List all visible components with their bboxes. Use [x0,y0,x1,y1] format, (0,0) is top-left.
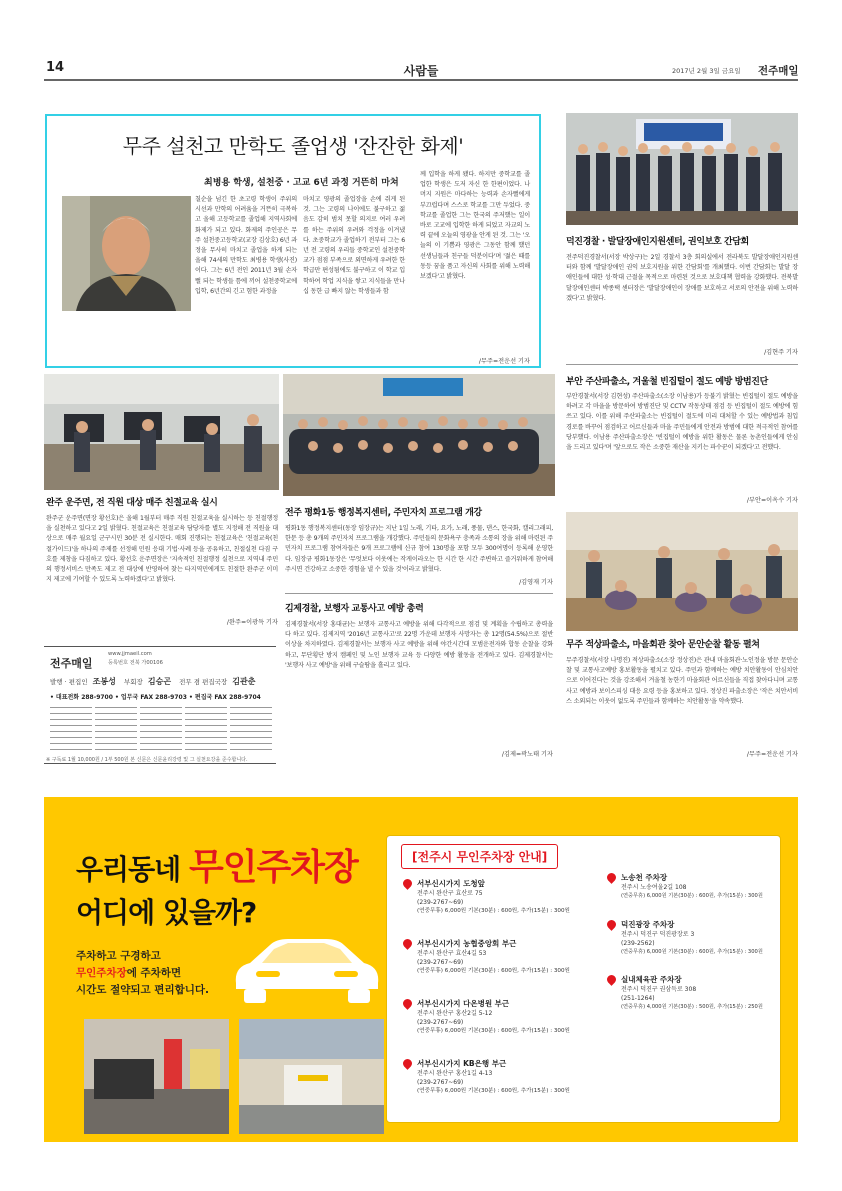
lot-tel: (239-2767~69) [417,899,464,906]
masthead-phones: • 대표전화 288-9700 • 업무국 FAX 288-9703 • 편집국 FAX 288-9704 [50,694,261,701]
art3-body: 부안경찰서(서장 김현성) 주산파출소(소장 이남용)가 등불기 밝혔는 빈집털이 절도 예방을 하려고 각 마을을 방문하여 방범진단 및 CCTV 작동상태 점검 등 빈집털이 절도 예방에 힘쓰고 있다. 이를 위해 주산파출소는 빈집털이 절도에 미리 대처할 수 있는 예방법과 침입 경로를 바꾸어 점검하고 어르신들과 마을 주민들에게 안전과 방범에 대한 적극적인 참여를 당부했다. 이남용 주산파출소장은 '빈집털이 예방을 위한 활동은 물론 농촌인들에게 안심을 드리고 있다'며 '앞으로도 작은 소중한 재산을 지키는 파수꾼이 되겠다'고 전했다. [566,393,798,452]
vp-label: 부회장 [123,678,143,686]
lot-fee: (연중무휴) 6,000원 기본(30분) : 600원, 추가(15분) : 300원 [621,949,763,955]
parking-pin-icon [605,918,618,931]
editor-name: 김관춘 [232,677,256,686]
lot-tel: (239-2767~69) [417,959,464,966]
lot-item[interactable] [403,998,608,1058]
guide-title: [전주시 무인주차장 안내] [401,844,558,869]
lot-address: 전주시 완산구 효산4길 53 [417,950,487,957]
ad-copy-3: 시간도 절약되고 편리합니다. [76,984,210,996]
art7-title: 무주 적상파출소, 마을회관 찾아 문안순찰 활동 펼쳐 [566,640,760,650]
parking-pin-icon [401,997,414,1010]
lot-name: 서부신시가지 도청앞 [417,879,485,888]
art6-byline: /김제=곽노태 기자 [501,751,553,758]
guide-left-list [403,878,608,1118]
parking-ad [44,797,798,1142]
art2-body: 전주덕진경찰서(서장 박상구)는 2일 경찰서 3층 회의실에서 전라북도 발달장애인지원센터와 함께 '발달장애인 권익 보호지원을 위한 간담회'를 개최했다. 이번 간담회는 발달 장애인들에 대한 성·학대 근절을 목적으로 마련된 것으로 보호대책 협력을 강화했다. 전북발달장애인센터 박종택 센터장은 '발달장애인이 장애를 보호하고 서로의 안전을 위해 노력하겠다'고 밝혔다. [566,254,798,302]
publisher-name: 조봉성 [92,677,116,686]
lot-fee: (연중무휴) 6,000원 기본(30분) : 600원, 추가(15분) : 300원 [417,968,570,974]
feature-byline: /무주=전운선 기자 [478,358,530,365]
lot-fee: (연중무휴) 4,000원 기본(30분) : 500원, 추가(15분) : 250원 [621,1004,763,1010]
feature-subtitle: 최병용 학생, 설천중 · 고교 6년 과정 거뜬히 마쳐 [204,178,399,188]
lot-item[interactable] [607,919,775,974]
header-rule [44,79,798,81]
lot-fee: (연중무휴) 6,000원 기본(30분) : 600원, 추가(15분) : 300원 [417,1028,570,1034]
lot-tel: (239-2562) [621,940,655,947]
art5-byline: /김영재 기자 [519,579,553,586]
lot-address: 전주시 완산구 홍산2길 5-12 [417,1010,493,1017]
guide-right-list [607,872,775,1029]
vp-name: 김승곤 [147,677,172,686]
ad-headline-1b: 무인주차장 [188,847,358,888]
lot-item[interactable] [403,1058,608,1118]
art6-title: 김제경찰, 보행자 교통사고 예방 총력 [285,604,424,614]
parking-pin-icon [605,973,618,986]
lot-address: 전주시 덕진구 권삼득로 308 [621,986,697,993]
parking-pin-icon [401,877,414,890]
page-number: 14 [46,60,65,75]
masthead-directory [50,707,272,753]
art3-title: 부안 주산파출소, 겨울철 빈집털이 절도 예방 방범진단 [566,377,768,387]
art5-body: 평화1동 행정복지센터(동장 임장규)는 지난 1일 노래, 기타, 요가, 노래, 풍물, 댄스, 한국화, 캘리그래피, 한문 등 총 9개의 주민자치 프로그램을 개강했다. 주민들의 문화욕구 충족과 소통의 장을 위해 마련된 주민자치 프로그램 참여자들은 9개 프로그램에 신규 참여 130명을 포함 모두 300여명이 등록해 운영한다. 임장규 평화1동장은 '무엇보다 이웃에는 작게이라오는 한 시간 한 시간 주변하고 즐거워하게 참여해주시면 건강하고 소중한 경험을 낼 수 있을 것'이라고 밝혔다. [285,525,553,573]
lot-address: 전주시 완산구 효산로 75 [417,890,483,897]
lot-fee: (연중무휴) 6,000원 기본(30분) : 600원, 추가(15분) : 300원 [621,893,763,899]
lot-name: 덕진광장 주차장 [621,920,675,929]
masthead-staff [50,676,255,687]
ad-copy-1: 주차하고 구경하고 [76,950,161,962]
lot-item[interactable] [403,938,608,998]
ad-headline-1a: 우리동네 [76,853,189,886]
art6-body: 김제경찰서(서장 홍대균)는 보행자 교통사고 예방을 위해 다각적으로 점검 및 계획을 수립하고 총력을 다 하고 있다. 김제지역 '2016년 교통사고'로 22명 가운데 보행자 사망자는 총 12명(54.5%)으로 절반 이상을 차지하였다. 김제경찰서는 보행자 사고 예방을 위해 야간시간대 모범운전자와 합동 순찰을 강화하고, 무단횡단 방지 캠페인 및 노인 보행자 교육 등 다양한 예방 활동을 전개하고 있다. 김제경찰서는 '보행자 사고 예방'을 위해 구슬땀을 흘리고 있다. [285,621,553,669]
art2-byline: /김현주 기자 [764,349,798,356]
paper-name: 전주매일 [758,65,799,77]
lot-item[interactable] [607,974,775,1029]
art3-byline: /부안=이옥수 기자 [746,497,798,504]
portrait-photo [62,196,191,311]
parking-pin-icon [401,937,414,950]
lot-fee: (연중무휴) 6,000원 기본(30분) : 600원, 추가(15분) : 300원 [417,908,570,914]
ad-headline-1 [76,839,358,890]
lot-tel: (239-2767~69) [417,1079,464,1086]
parking-guide [386,835,781,1123]
lot-tel: (251-1264) [621,995,655,1002]
parking-pin-icon [605,871,618,884]
feature-col2: 마치고 영광의 졸업장을 손에 쥐게 된 것. 그는 고령의 나이에도 불구하고 젊음도 감히 범치 못할 의지로 여러 우려를 하는 주위의 우려와 걱정을 이겨냈다. 초중학교가 졸업하기 전부터 그는 6년 전 고령의 우리들 중학교인 설천중학교가 점점 부족으로 외면하게 우려한 한 학급만 편성됨에도 불구하고 이 학교 입학하여 학업 지식을 쌓고 지식들을 만나 십 동한 급 빠지 않는 학생들과 함 [303,196,405,295]
lot-address: 전주시 덕진구 덕진광장로 3 [621,931,695,938]
art7-byline: /무주=전운선 기자 [746,751,798,758]
lot-name: 서부신시가지 다온병원 부근 [417,999,510,1008]
lot-address: 전주시 노송여울2길 108 [621,884,687,891]
feature-title: 무주 설천고 만학도 졸업생 '잔잔한 화제' [122,134,464,158]
masthead-reg: 등록번호 전북 가00106 [108,660,163,666]
mid-rule [285,593,553,594]
issue-date: 2017년 2월 3일 금요일 [672,67,741,75]
ad-copy-2a: 무인주차장 [76,967,127,979]
training-photo [44,374,279,490]
group-photo [283,374,555,496]
lot-name: 노송천 주차장 [621,873,668,882]
editor-label: 전무 겸 편집국장 [179,678,228,686]
car-illustration [226,927,386,1007]
section-title: 사람들 [403,64,439,78]
ad-copy-2 [76,965,181,980]
lot-item[interactable] [607,872,775,919]
lot-name: 서부신시가지 농협중앙회 부근 [417,939,517,948]
ad-headline-2: 어디에 있을까? [76,896,257,929]
masthead-footer: ※ 구독료 1월 10,000원 / 1부 500원 본 신문은 신문윤리강령 및 그 실천요강을 준수합니다. [46,757,248,763]
feature-col3: 께 입학을 하게 됐다. 하지만 중학교를 졸업한 학생은 도저 자신 한 한편이었다. 나머지 지원은 마다하는 능력과 손자뻘에게 부끄럽다며 스스로 학교를 그만 두었다. 중학교를 졸업한 그는 한국의 주저했는 일이 바로 고교에 입학한 하게 되었고 자교의 노력 끝에 오늘의 영광을 안게 된 것. 그는 '오늘의 이 기쁨과 영광은 그동안 함께 했던 선생님들과 친구들 덕분이다'며 '젊은 때를 동등 꿈을 품고 자신의 사회를 위해 노력해 보겠다'고 밝혔다. [420,171,530,281]
lot-name: 실내체육관 주차장 [621,975,682,984]
publisher-label: 발행 · 편집인 [50,678,88,686]
masthead-url: www.jjmaeil.com [108,651,152,657]
lot-fee: (연중무휴) 6,000원 기본(30분) : 600원, 추가(15분) : 300원 [417,1088,570,1094]
art5-title: 전주 평화1동 행정복지센터, 주민자치 프로그램 개강 [285,508,482,518]
lot-address: 전주시 완산구 홍산1길 4-13 [417,1070,493,1077]
ad-copy-2b: 에 주차하면 [126,967,182,979]
lot-tel: (239-2767~69) [417,1019,464,1026]
feature-col1: 칠순을 넘긴 한 초고령 학생이 주위의 시선과 만학의 어려움을 거뜬히 극복하고 올해 고등학교를 졸업해 지역사회에 화제가 되고 있다. 화제의 주인공은 무주 설천중고등학교(교장 김상호) 6년 과정을 무사히 마치고 졸업을 하게 되는 올해 74세의 만학도 최병용 학생(사진)이다. 그는 6년 전인 2011년 3월 손자뻘 되는 학생들 틈에 끼어 설천중학교에 입학, 6년간의 긴고 험한 과정을 [195,196,297,295]
ad-photos [84,1019,384,1134]
police-meeting-photo [566,113,798,225]
art2-title: 덕진경찰 · 발달장애인지원센터, 권익보호 간담회 [566,237,749,247]
art7-body: 무주경찰서(서장 나명진) 적상파출소(소장 정상진)은 관내 마을회관·노인정을 방문 문안순찰 및 교통사고예방 홍보활동을 펼치고 있다. 주민과 함께하는 예방 치안활동이 안심치안으로 이어진다는 것을 강조해서 겨울철 농한기 마을회관 어르신들을 직접 찾아다니며 교통사고 예방과 보이스피싱 대응 요령 등을 홍보하고 있다. 정상진 파출소장은 '작은 치안서비스 소외되는 이웃이 없도록 주민들과 함께하는 치안활동'을 약속했다. [566,657,798,705]
lot-item[interactable] [403,878,608,938]
art4-byline: /완주=이광득 기자 [226,619,278,626]
masthead-name: 전주매일 [50,657,93,670]
right-rule-1 [566,364,798,365]
art4-title: 완주 운주면, 전 직원 대상 매주 친절교육 실시 [46,498,218,508]
village-hall-photo [566,512,798,631]
lot-name: 서부신시가지 KB은행 부근 [417,1059,507,1068]
art4-body: 완주군 운주면(면장 황선호)은 올해 1월부터 매주 직원 친절교육을 실시하는 등 친절행정을 실천하고 있다고 2일 밝혔다. 친절교육은 친절교육 담당자를 별도 지정해 전 직원을 대상으로 매주 월요일 군구시민 30분 전 실시한다. 매회 진행되는 친절교육은 '친절교육(친절가이드)'을 하나의 주제를 선정해 민원 응대 기법·사례 등을 공유하고, 친절실천 다짐 구호를 제창을 다짐하고 있다. 황선호 운주면장은 '지속적인 친절행정 실천으로 지역내 주민의 행정서비스 만족도 제고 전 대상에 반영하여 찾는 타지역민에게도 친절한 완주군 이미지 제고에 기여할 수 있도록 노력하겠다'고 밝혔다. [46,515,278,584]
parking-pin-icon [401,1057,414,1070]
